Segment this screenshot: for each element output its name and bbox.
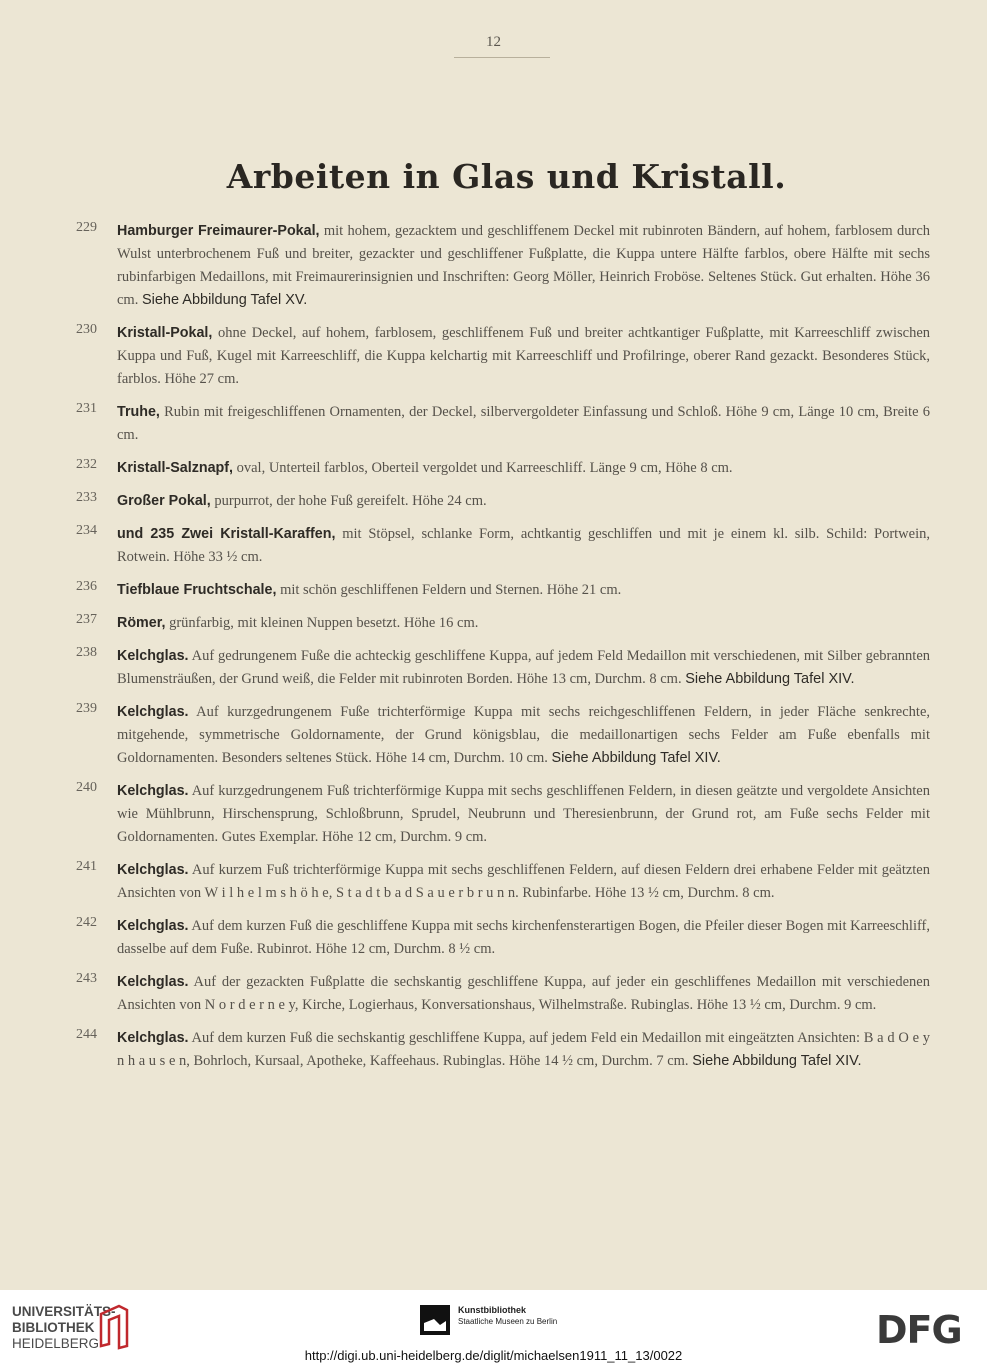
- entry-description: Auf gedrungenem Fuße die achteckig geschliffene Kuppa, auf jedem Feld Medaillon mit verschiedenen, mit Silber gebrannten Blumensträußen, der Grund weiß, die Felder mit rubinroten Borden. Höhe 13 cm, Durchm. 8 cm.: [117, 648, 931, 687]
- catalog-entry: [60, 859, 930, 905]
- catalog-entry: [60, 523, 930, 569]
- page-number-rule: [454, 57, 550, 58]
- entry-text: [117, 780, 930, 849]
- ub-heidelberg-mark-icon: [97, 1300, 133, 1350]
- catalog-entry: [60, 612, 930, 635]
- entry-number: 234: [76, 523, 97, 538]
- entry-plate-reference: Siehe Abbildung Tafel XIV.: [551, 750, 721, 766]
- entry-number: 240: [76, 780, 97, 795]
- kunstbibliothek-text: [458, 1305, 557, 1327]
- footer-bar: [0, 1290, 987, 1368]
- entry-term: Kelchglas.: [117, 1030, 189, 1046]
- ub-logo-line-1: UNIVERSITÄTS-: [12, 1304, 116, 1319]
- page-title: Arbeiten in Glas und Kristall.: [226, 157, 787, 196]
- entry-text: [117, 859, 930, 905]
- entry-text: [117, 490, 930, 513]
- entry-term: Kelchglas.: [117, 918, 189, 934]
- entry-description: Rubin mit freigeschliffenen Ornamenten, der Deckel, silbervergoldeter Einfassung und Schloß. Höhe 9 cm, Länge 10 cm, Breite 6 cm.: [117, 404, 931, 443]
- entry-description: Auf dem kurzen Fuß die sechskantig geschliffene Kuppa, auf jedem Feld ein Medaillon mit eingeätzten Ansichten: B a d O e y n h a u s e n, Bohrloch, Kursaal, Apotheke, Kaffeehaus. Rubinglas. Höhe 14 ½ cm, Durchm. 7 cm.: [117, 1030, 931, 1069]
- entry-term: und 235 Zwei Kristall-Karaffen,: [117, 526, 336, 542]
- entry-number: 244: [76, 1027, 97, 1042]
- entry-number: 243: [76, 971, 97, 986]
- entry-text: [117, 579, 930, 602]
- catalog-entry: [60, 401, 930, 447]
- entry-term: Kristall-Salznapf,: [117, 460, 233, 476]
- entry-number: 237: [76, 612, 97, 627]
- entry-number: 236: [76, 579, 97, 594]
- catalog-entry: [60, 971, 930, 1017]
- entry-term: Truhe,: [117, 404, 160, 420]
- catalog-entry: [60, 457, 930, 480]
- catalog-entry: [60, 780, 930, 849]
- entry-term: Tiefblaue Fruchtschale,: [117, 582, 277, 598]
- entry-number: 229: [76, 220, 97, 235]
- catalog-entry: [60, 220, 930, 312]
- permalink-url[interactable]: http://digi.ub.uni-heidelberg.de/diglit/michaelsen1911_11_13/0022: [304, 1348, 683, 1363]
- entry-text: [117, 457, 930, 480]
- entry-number: 230: [76, 322, 97, 337]
- entry-term: Kelchglas.: [117, 783, 189, 799]
- entry-term: Kristall-Pokal,: [117, 325, 213, 341]
- entry-description: mit hohem, gezacktem und geschliffenem Deckel mit rubinroten Bändern, auf hohem, farblosem durch Wulst unterbrochenem Fuß und breiter, gezackter und geschliffener Fußplatte, die Kuppa untere Hälfte farblos, obere Hälfte mit sechs rubinfarbigen Medaillons, mit Freimaurerinsignien und Inschriften: Georg Möller, Heinrich Froböse. Seltenes Stück. Gut erhalten. Höhe 36 cm.: [117, 223, 931, 308]
- entry-description: ohne Deckel, auf hohem, farblosem, geschliffenem Fuß und breiter achtkantiger Fußplatte, mit Karreeschliff zwischen Kuppa und Fuß, Kugel mit Karreeschliff, die Kuppa kelchartig mit Karreeschliff und Profilringe, oberer Rand gezackt. Besonderes Stück, farblos. Höhe 27 cm.: [117, 325, 931, 387]
- entry-text: [117, 220, 930, 312]
- entry-number: 231: [76, 401, 97, 416]
- entry-description: oval, Unterteil farblos, Oberteil vergoldet und Karreeschliff. Länge 9 cm, Höhe 8 cm.: [236, 460, 733, 476]
- entry-description: Auf der gezackten Fußplatte die sechskantig geschliffene Kuppa, auf jeder ein geschliffenes Medaillon mit verschiedenen Ansichten von N o r d e r n e y, Kirche, Logierhaus, Konversationshaus, Wilhelmstraße. Rubinglas. Höhe 13 ½ cm, Durchm. 9 cm.: [117, 974, 930, 1013]
- page-number: 12: [486, 34, 501, 50]
- entry-number: 242: [76, 915, 97, 930]
- entry-text: [117, 915, 930, 961]
- entry-term: Hamburger Freimaurer-Pokal,: [117, 223, 320, 239]
- entry-description: purpurrot, der hohe Fuß gereifelt. Höhe 24 cm.: [214, 493, 487, 509]
- entry-text: [117, 645, 930, 691]
- entry-description: mit schön geschliffenen Feldern und Sternen. Höhe 21 cm.: [280, 582, 622, 598]
- entry-term: Großer Pokal,: [117, 493, 211, 509]
- entry-description: mit Stöpsel, schlanke Form, achtkantig geschliffen und mit je einem kl. silb. Schild: Portwein, Rotwein. Höhe 33 ½ cm.: [117, 526, 930, 565]
- catalog-entry: [60, 490, 930, 513]
- entry-text: [117, 401, 930, 447]
- entry-term: Kelchglas.: [117, 648, 189, 664]
- entry-plate-reference: Siehe Abbildung Tafel XIV.: [685, 671, 855, 687]
- entry-text: [117, 322, 930, 391]
- kunstbibliothek-logo-icon[interactable]: [420, 1305, 450, 1335]
- catalog-entry: [60, 645, 930, 691]
- entry-text: [117, 1027, 930, 1073]
- ub-logo-line-2: BIBLIOTHEK: [12, 1320, 95, 1335]
- entry-term: Kelchglas.: [117, 974, 189, 990]
- catalog-entry: [60, 1027, 930, 1073]
- entry-text: [117, 612, 930, 635]
- entry-text: [117, 971, 930, 1017]
- catalog-entries: [60, 220, 930, 1083]
- entry-number: 238: [76, 645, 97, 660]
- entry-number: 233: [76, 490, 97, 505]
- entry-plate-reference: Siehe Abbildung Tafel XV.: [141, 292, 308, 308]
- kunstbibliothek-subtitle: Staatliche Museen zu Berlin: [458, 1317, 558, 1326]
- entry-description: Auf kurzem Fuß trichterförmige Kuppa mit sechs geschliffenen Feldern, auf diesen Feldern drei erhabene Felder mit geätzten Ansichten von W i l h e l m s h ö h e, S t a d t b a d S a u e r b r u n n. Rubinfarbe. Höhe 13 ½ cm, Durchm. 8 cm.: [117, 862, 930, 901]
- entry-text: [117, 701, 930, 770]
- catalog-entry: [60, 322, 930, 391]
- entry-number: 239: [76, 701, 97, 716]
- entry-description: Auf kurzgedrungenem Fuß trichterförmige Kuppa mit sechs geschliffenen Feldern, in diesen geätzte und vergoldete Ansichten wie Mühlbrunn, Hirschensprung, Schloßbrunn, Sprudel, Neubrunn und Theresienbrunn, der Grund rot, am Fuße sechs Felder mit Goldornamenten. Gutes Exemplar. Höhe 12 cm, Durchm. 9 cm.: [117, 783, 930, 845]
- ub-logo-line-3: HEIDELBERG: [12, 1336, 100, 1351]
- kunstbibliothek-name: Kunstbibliothek: [458, 1305, 526, 1315]
- entry-term: Kelchglas.: [117, 704, 189, 720]
- entry-number: 232: [76, 457, 97, 472]
- entry-term: Kelchglas.: [117, 862, 189, 878]
- entry-plate-reference: Siehe Abbildung Tafel XIV.: [692, 1053, 862, 1069]
- entry-description: Auf kurzgedrungenem Fuße trichterförmige Kuppa mit sechs reichgeschliffenen Feldern, in jeder Fläche senkrechte, mitgehende, symmetrische Goldornamente, der Grund königsblau, die medaillonartigen sechs Felder am Fuße ebenfalls mit Goldornamenten. Besonders seltenes Stück. Höhe 14 cm, Durchm. 10 cm.: [117, 704, 931, 766]
- entry-description: Auf dem kurzen Fuß die geschliffene Kuppa mit sechs kirchenfensterartigen Bogen, die Pfeiler dieser Bogen mit Karreeschliff, dasselbe auf dem Fuße. Rubinrot. Höhe 12 cm, Durchm. 8 ½ cm.: [117, 918, 931, 957]
- entry-term: Römer,: [117, 615, 166, 631]
- dfg-logo[interactable]: DFG: [876, 1308, 962, 1352]
- entry-text: [117, 523, 930, 569]
- catalog-entry: [60, 915, 930, 961]
- catalog-entry: [60, 579, 930, 602]
- catalog-entry: [60, 701, 930, 770]
- entry-number: 241: [76, 859, 97, 874]
- entry-description: grünfarbig, mit kleinen Nuppen besetzt. Höhe 16 cm.: [169, 615, 479, 631]
